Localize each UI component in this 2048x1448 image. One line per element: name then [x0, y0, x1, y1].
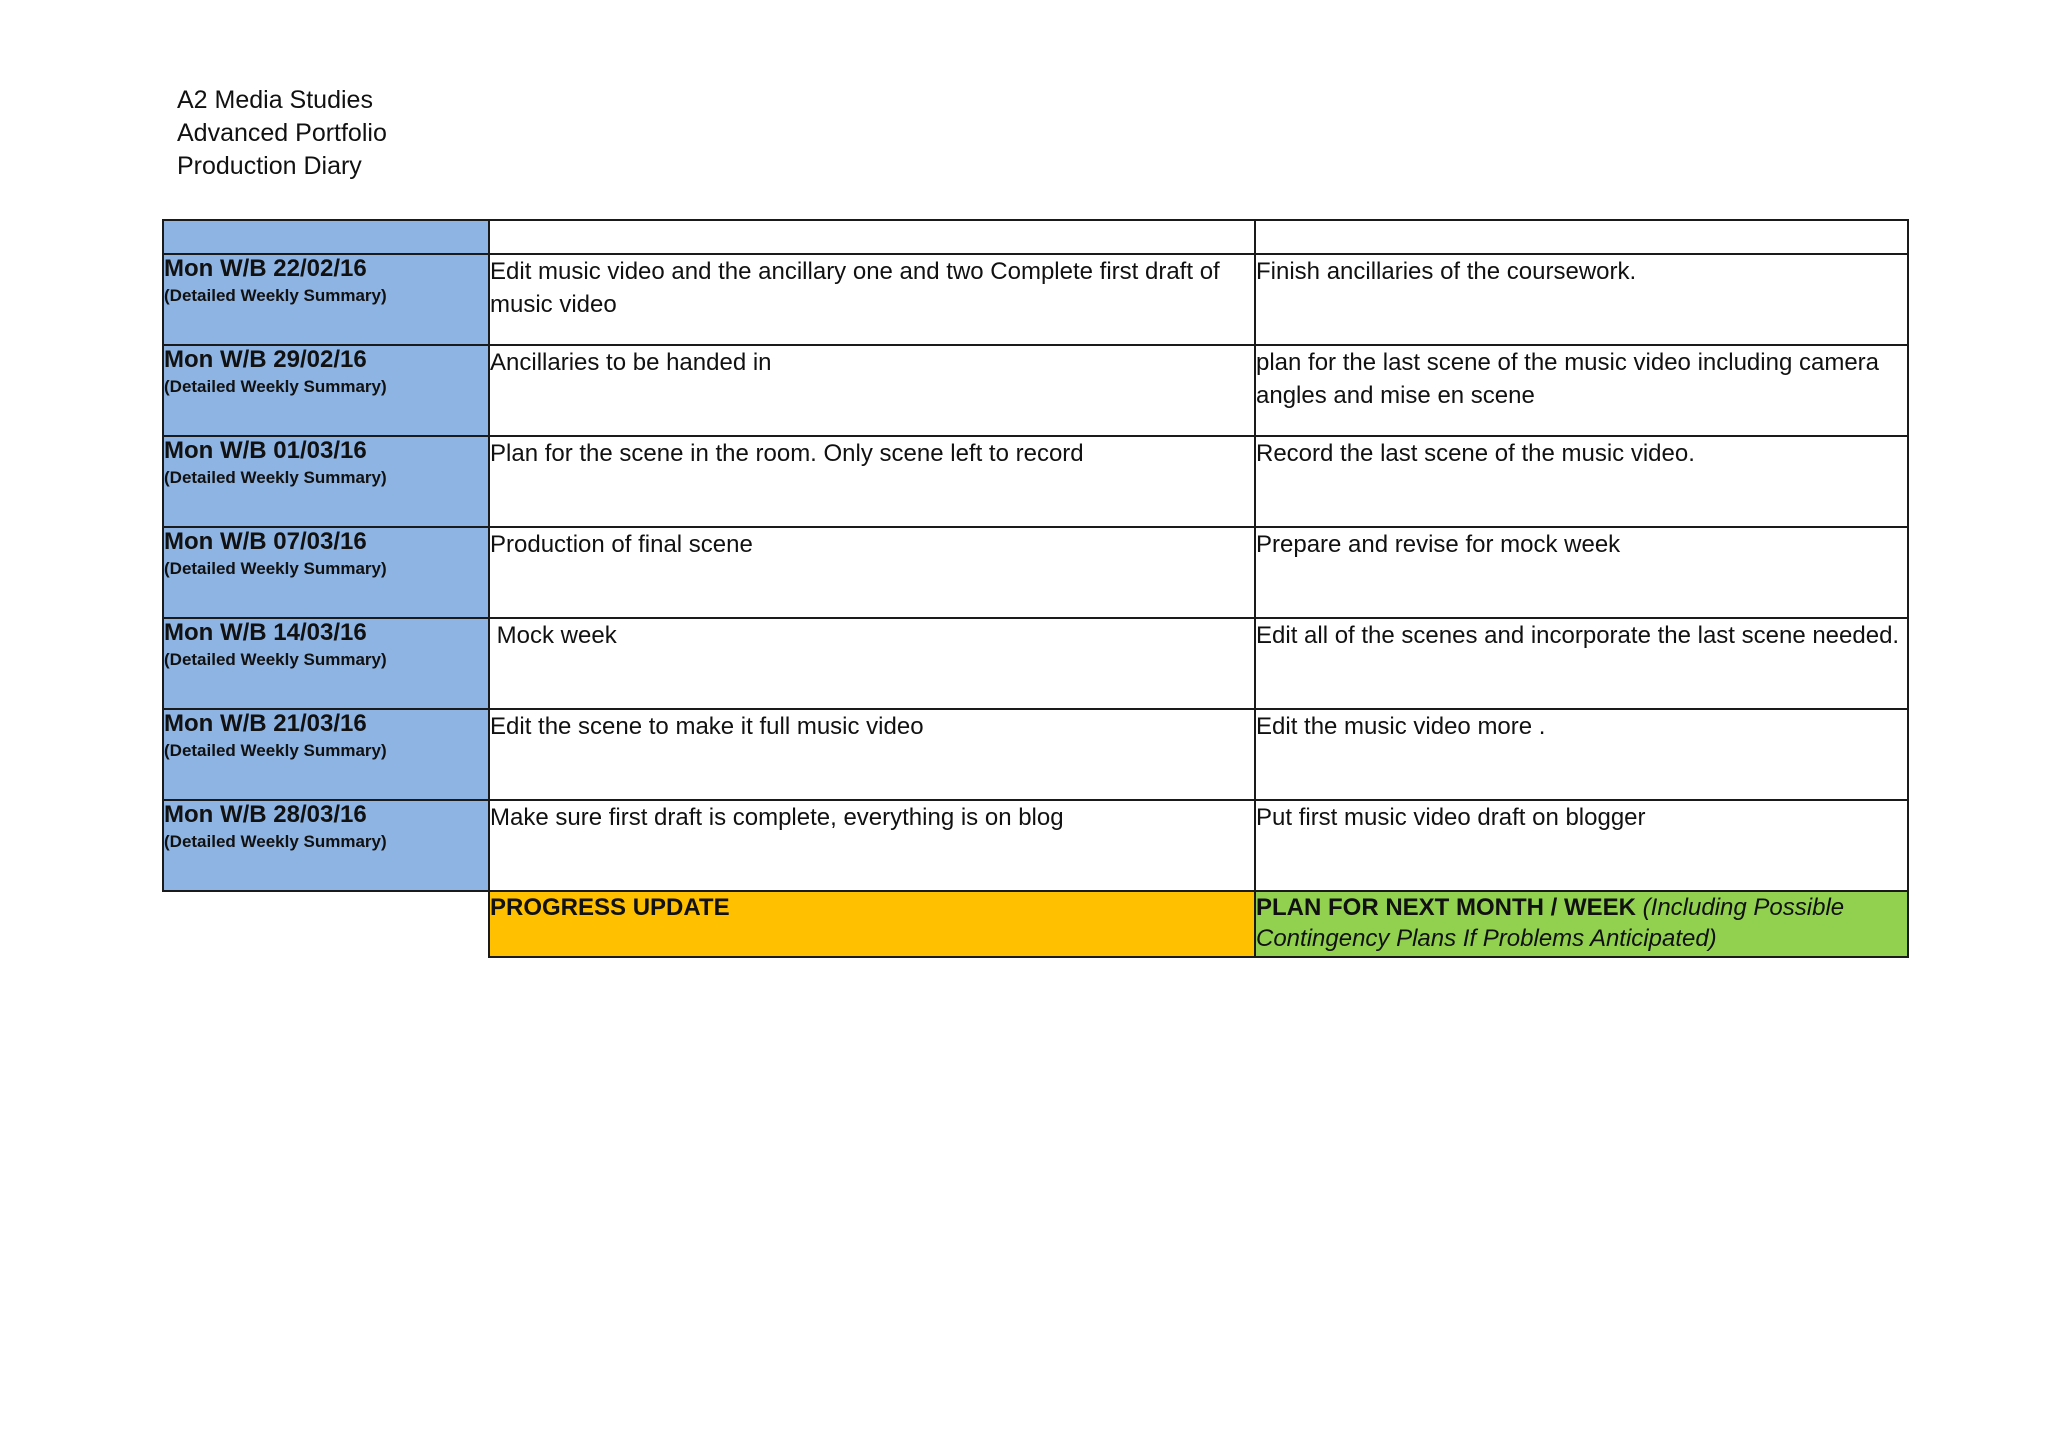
table-row: [163, 800, 1908, 891]
plan-column-top-cell: [1255, 220, 1908, 254]
table-row: [163, 254, 1908, 345]
plan-next-cell: Prepare and revise for mock week: [1255, 527, 1908, 618]
progress-update-cell: Production of final scene: [489, 527, 1255, 618]
week-date: Mon W/B 29/02/16: [164, 346, 367, 373]
plan-next-cell: Record the last scene of the music video.: [1255, 436, 1908, 527]
week-date-subtitle: (Detailed Weekly Summary): [164, 650, 387, 669]
production-diary-table: [162, 219, 1909, 958]
table-row: [163, 709, 1908, 800]
progress-update-cell: Edit the scene to make it full music video: [489, 709, 1255, 800]
plan-next-cell: Edit the music video more .: [1255, 709, 1908, 800]
table-row: [163, 618, 1908, 709]
table-row: [163, 345, 1908, 436]
plan-next-header: [1255, 891, 1908, 957]
week-date-cell: [163, 345, 489, 436]
week-date: Mon W/B 01/03/16: [164, 437, 367, 464]
progress-update-cell: Make sure first draft is complete, everything is on blog: [489, 800, 1255, 891]
plan-next-cell: plan for the last scene of the music video including camera angles and mise en scene: [1255, 345, 1908, 436]
week-date: Mon W/B 22/02/16: [164, 255, 367, 282]
footer-blank-cell: [163, 891, 489, 957]
week-date-cell: [163, 527, 489, 618]
header-component: Advanced Portfolio: [177, 119, 387, 147]
progress-column-top-cell: [489, 220, 1255, 254]
plan-next-cell: Put first music video draft on blogger: [1255, 800, 1908, 891]
week-date: Mon W/B 21/03/16: [164, 710, 367, 737]
week-date-subtitle: (Detailed Weekly Summary): [164, 377, 387, 396]
document-header: [177, 84, 387, 183]
progress-update-header: PROGRESS UPDATE: [489, 891, 1255, 957]
week-date-subtitle: (Detailed Weekly Summary): [164, 559, 387, 578]
progress-update-cell: Plan for the scene in the room. Only scene left to record: [489, 436, 1255, 527]
plan-next-cell: Finish ancillaries of the coursework.: [1255, 254, 1908, 345]
table-row: [163, 436, 1908, 527]
plan-next-header-bold: PLAN FOR NEXT MONTH / WEEK: [1256, 894, 1636, 921]
week-date-subtitle: (Detailed Weekly Summary): [164, 832, 387, 851]
week-date-cell: [163, 709, 489, 800]
week-date-subtitle: (Detailed Weekly Summary): [164, 286, 387, 305]
table-footer-row: [163, 891, 1908, 957]
plan-next-header-italic: (Including Possible Contingency Plans If Problems Anticipated): [1256, 894, 1845, 952]
progress-update-cell: Edit music video and the ancillary one and two Complete first draft of music video: [489, 254, 1255, 345]
header-document-title: Production Diary: [177, 152, 362, 180]
progress-update-cell: Ancillaries to be handed in: [489, 345, 1255, 436]
week-date: Mon W/B 28/03/16: [164, 801, 367, 828]
week-date-subtitle: (Detailed Weekly Summary): [164, 468, 387, 487]
week-date: Mon W/B 07/03/16: [164, 528, 367, 555]
week-date: Mon W/B 14/03/16: [164, 619, 367, 646]
week-date-subtitle: (Detailed Weekly Summary): [164, 741, 387, 760]
week-date-cell: [163, 254, 489, 345]
week-date-cell: [163, 436, 489, 527]
plan-next-cell: Edit all of the scenes and incorporate the last scene needed.: [1255, 618, 1908, 709]
week-date-cell: [163, 800, 489, 891]
progress-update-cell: Mock week: [489, 618, 1255, 709]
header-subject: A2 Media Studies: [177, 86, 373, 114]
week-date-cell: [163, 618, 489, 709]
date-column-header-cell: [163, 220, 489, 254]
table-row: [163, 527, 1908, 618]
table-top-row: [163, 220, 1908, 254]
